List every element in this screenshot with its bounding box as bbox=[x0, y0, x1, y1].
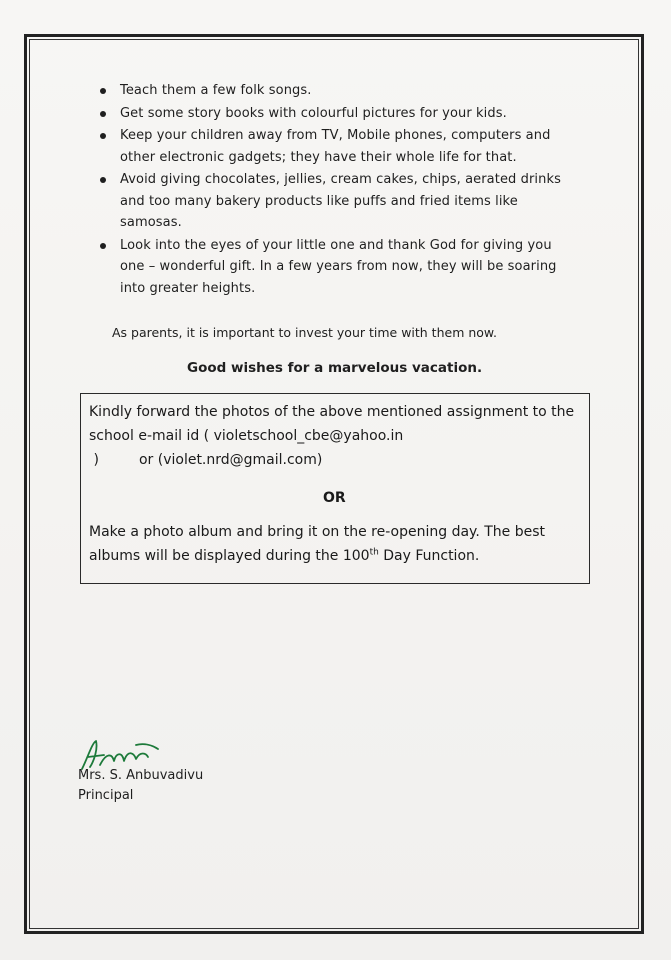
album-sup: th bbox=[369, 547, 379, 558]
album-end: Day Function. bbox=[378, 548, 480, 564]
invest-time-text: As parents, it is important to invest your time with them now. bbox=[112, 325, 497, 340]
photo-album-text bbox=[89, 520, 584, 568]
email-join-text: ) or ( bbox=[89, 452, 164, 468]
tips-list bbox=[96, 80, 576, 300]
email-address-2: violet.nrd@gmail.com bbox=[163, 452, 317, 468]
or-label: OR bbox=[323, 490, 346, 506]
principal-role: Principal bbox=[78, 788, 134, 803]
instructions-box bbox=[80, 393, 590, 584]
list-item: Keep your children away from TV, Mobile phones, computers and other electronic gadgets; they have their whole life for that. bbox=[96, 125, 576, 168]
list-item: Look into the eyes of your little one and thank God for giving you one – wonderful gift. In a few years from now, they will be soaring into greater heights. bbox=[96, 235, 576, 300]
email-address-1: violetschool_cbe@yahoo.in bbox=[213, 428, 404, 444]
forward-photos-text bbox=[89, 400, 584, 472]
good-wishes-heading: Good wishes for a marvelous vacation. bbox=[187, 360, 483, 376]
list-item: Teach them a few folk songs. bbox=[96, 80, 576, 102]
list-item: Get some story books with colourful pictures for your kids. bbox=[96, 103, 576, 125]
email-suffix: ) bbox=[316, 452, 323, 468]
album-text: Make a photo album and bring it on the re-opening day. The best albums will be displayed during the 100 bbox=[89, 524, 546, 564]
list-item: Avoid giving chocolates, jellies, cream cakes, chips, aerated drinks and too many bakery products like puffs and fried items like samosas. bbox=[96, 169, 576, 234]
principal-name: Mrs. S. Anbuvadivu bbox=[78, 768, 204, 783]
forward-prefix: Kindly forward the photos of the above mentioned assignment to the school e-mail id ( bbox=[89, 404, 575, 444]
